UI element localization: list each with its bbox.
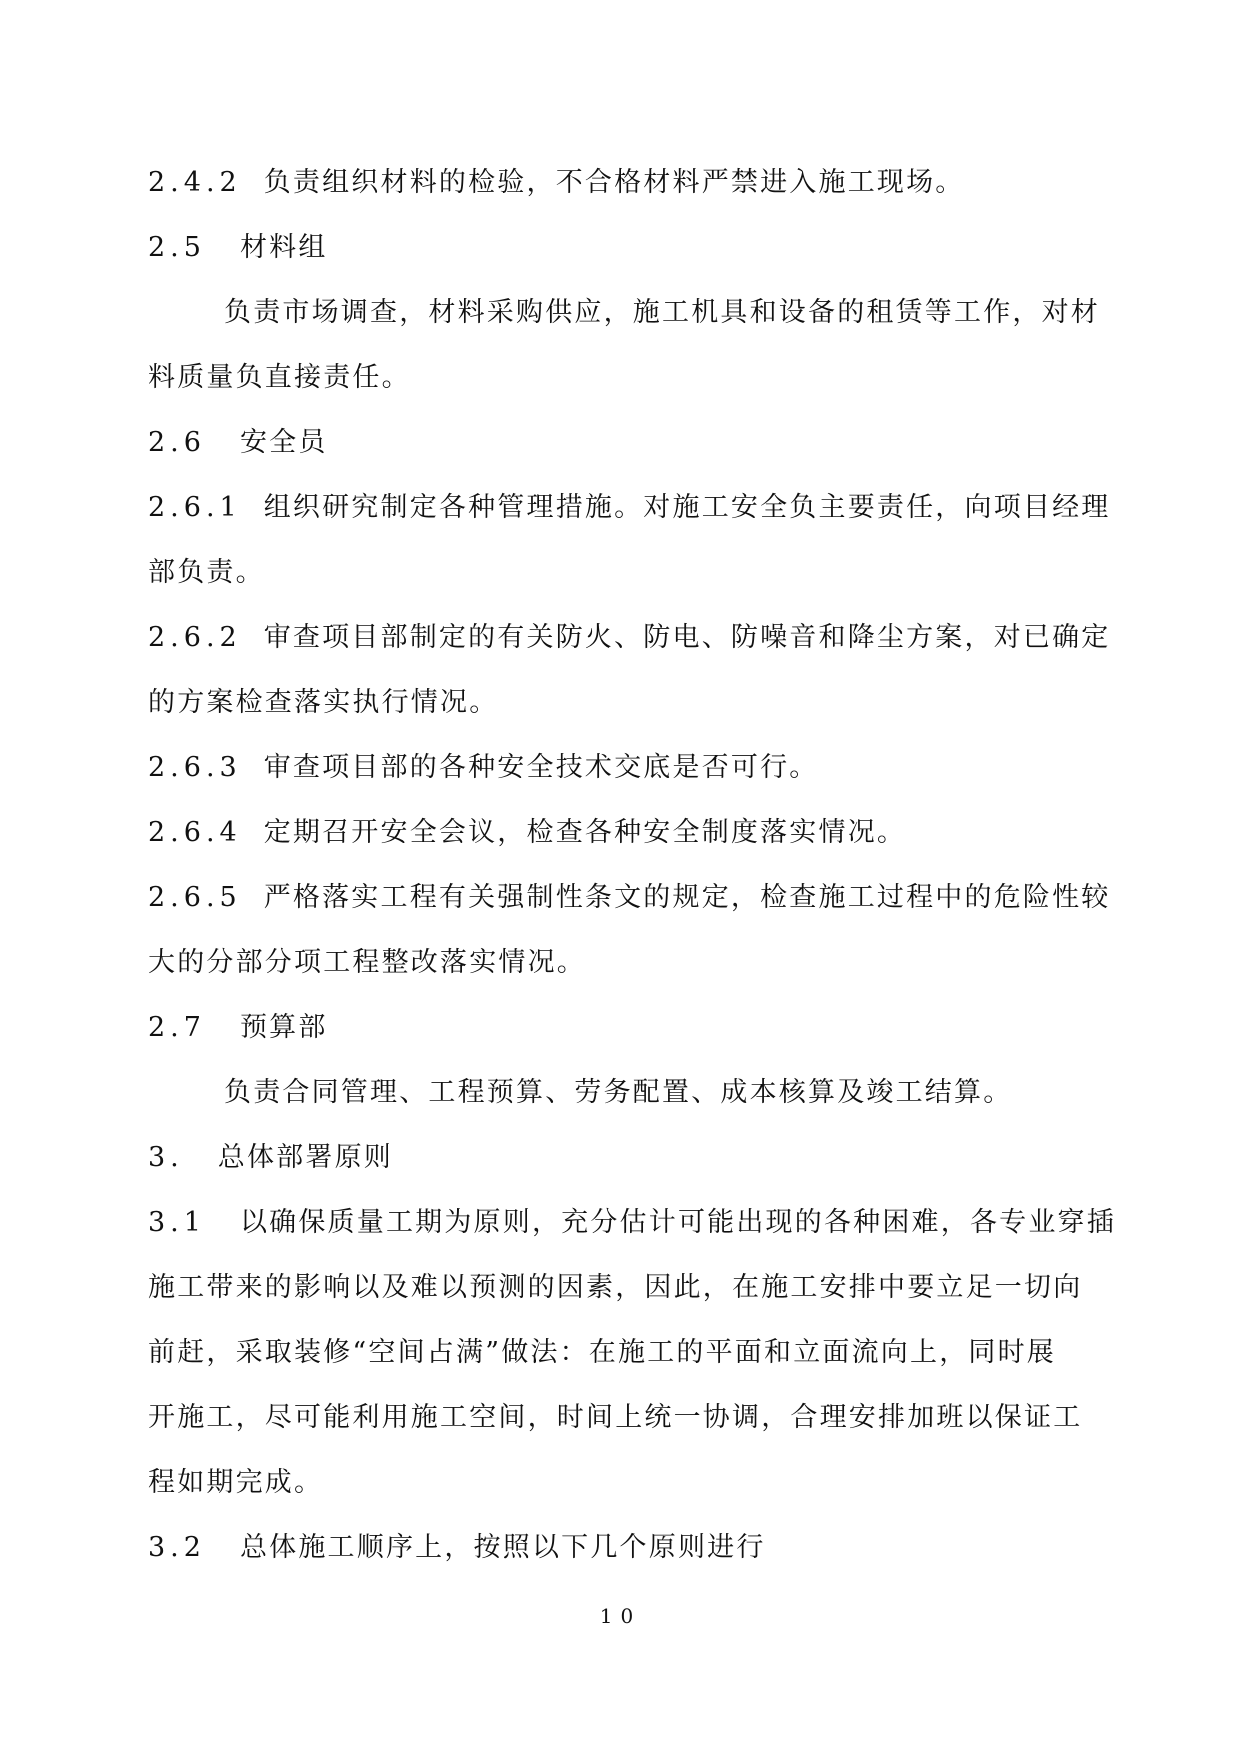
heading-text: 总体部署原则 xyxy=(217,1142,393,1173)
clause-text: 负责组织材料的检验，不合格材料严禁进入施工现场。 xyxy=(263,167,965,198)
clause-text: 审查项目部的各种安全技术交底是否可行。 xyxy=(263,752,819,783)
heading-3 xyxy=(148,1125,1093,1190)
clause-2-6-4 xyxy=(148,800,1093,865)
paragraph-text: 负责合同管理、工程预算、劳务配置、成本核算及竣工结算。 xyxy=(224,1077,1013,1108)
paragraph-line xyxy=(148,1320,1093,1385)
heading-2-6 xyxy=(148,410,1093,475)
paragraph-line xyxy=(148,1450,1093,1515)
heading-2-5 xyxy=(148,215,1093,280)
heading-2-7 xyxy=(148,995,1093,1060)
clause-text: 以确保质量工期为原则，充分估计可能出现的各种困难，各专业穿插 xyxy=(239,1207,1116,1238)
paragraph-line xyxy=(148,345,1093,410)
clause-number: 3.1 xyxy=(148,1207,206,1238)
paragraph-text: 前赶，采取装修“空间占满”做法：在施工的平面和立面流向上，同时展 xyxy=(148,1337,1057,1368)
paragraph-line xyxy=(148,670,1093,735)
clause-number: 2.4.2 xyxy=(148,167,242,198)
clause-2-4-2 xyxy=(148,150,1093,215)
paragraph-text: 施工带来的影响以及难以预测的因素，因此，在施工安排中要立足一切向 xyxy=(148,1272,1083,1303)
clause-text: 组织研究制定各种管理措施。对施工安全负主要责任，向项目经理 xyxy=(263,492,1111,523)
clause-text: 严格落实工程有关强制性条文的规定，检查施工过程中的危险性较 xyxy=(263,882,1111,913)
clause-text: 定期召开安全会议，检查各种安全制度落实情况。 xyxy=(263,817,907,848)
clause-3-1 xyxy=(148,1190,1116,1255)
paragraph-text: 料质量负直接责任。 xyxy=(148,362,411,393)
paragraph-text: 负责市场调查，材料采购供应，施工机具和设备的租赁等工作，对材 xyxy=(224,297,1100,328)
paragraph-line xyxy=(148,930,1093,995)
heading-text: 预算部 xyxy=(239,1012,328,1043)
clause-number: 2.6.4 xyxy=(148,817,242,848)
clause-number: 2.6.2 xyxy=(148,622,242,653)
clause-number: 3. xyxy=(148,1142,184,1173)
paragraph-text: 的方案检查落实执行情况。 xyxy=(148,687,499,718)
paragraph-line xyxy=(148,280,1100,345)
paragraph-line xyxy=(148,1255,1093,1320)
heading-text: 材料组 xyxy=(239,232,328,263)
paragraph-text: 程如期完成。 xyxy=(148,1467,324,1498)
clause-2-6-2 xyxy=(148,605,1111,670)
clause-2-6-3 xyxy=(148,735,1093,800)
clause-2-6-5 xyxy=(148,865,1111,930)
paragraph-line xyxy=(148,1060,1093,1125)
paragraph-text: 开施工，尽可能利用施工空间，时间上统一协调，合理安排加班以保证工 xyxy=(148,1402,1083,1433)
clause-number: 2.6.5 xyxy=(148,882,242,913)
clause-number: 3.2 xyxy=(148,1532,206,1563)
heading-text: 安全员 xyxy=(239,427,328,458)
clause-number: 2.7 xyxy=(148,1012,206,1043)
paragraph-text: 部负责。 xyxy=(148,557,265,588)
clause-2-6-1 xyxy=(148,475,1111,540)
clause-text: 总体施工顺序上，按照以下几个原则进行 xyxy=(239,1532,766,1563)
page-number: 10 xyxy=(599,1604,642,1628)
clause-3-2 xyxy=(148,1515,1093,1580)
clause-number: 2.6 xyxy=(148,427,206,458)
document-body xyxy=(148,150,1116,1580)
paragraph-line xyxy=(148,540,1093,605)
clause-number: 2.6.3 xyxy=(148,752,242,783)
clause-number: 2.5 xyxy=(148,232,206,263)
clause-text: 审查项目部制定的有关防火、防电、防噪音和降尘方案，对已确定 xyxy=(263,622,1111,653)
paragraph-text: 大的分部分项工程整改落实情况。 xyxy=(148,947,586,978)
paragraph-line xyxy=(148,1385,1093,1450)
clause-number: 2.6.1 xyxy=(148,492,242,523)
